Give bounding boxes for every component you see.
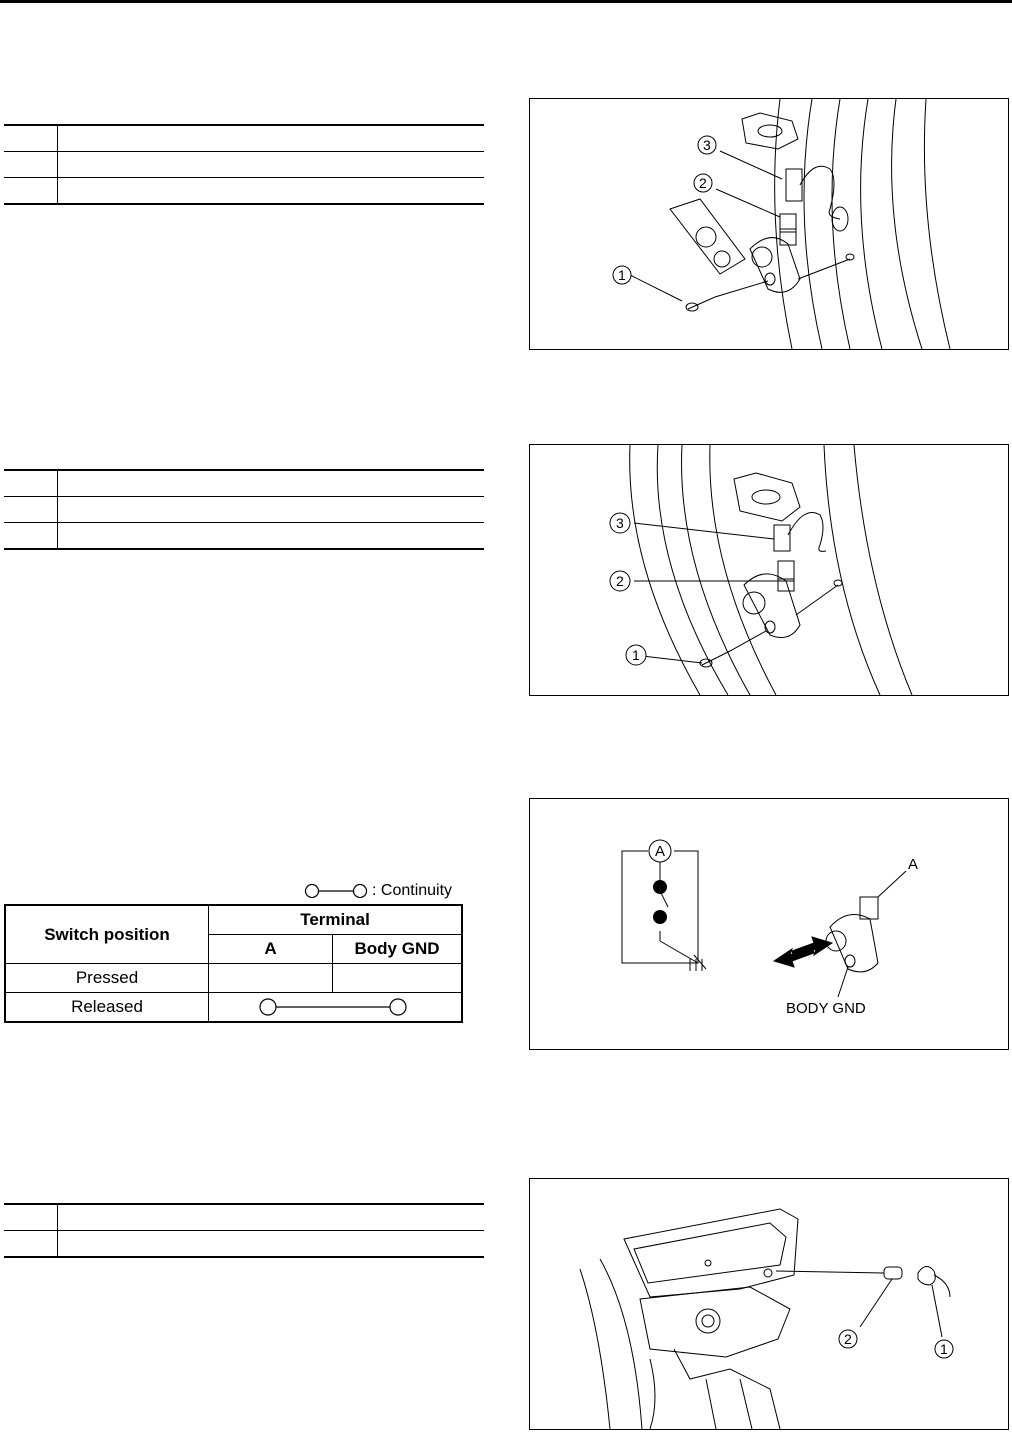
- table-row: [4, 497, 484, 523]
- door-switch-illustration-1: [530, 99, 1008, 349]
- header-body-gnd: Body GND: [333, 935, 463, 964]
- body-gnd-label: BODY GND: [786, 1000, 866, 1017]
- steps-table-2: [4, 469, 484, 550]
- continuity-mark: [209, 995, 461, 1019]
- callout-3: 3: [703, 137, 711, 153]
- header-terminal-a: A: [209, 935, 333, 964]
- top-rule: [0, 0, 1012, 3]
- table-row: [4, 1231, 484, 1258]
- terminal-a-label: A: [655, 843, 666, 860]
- figure-door-switch-removal: [529, 98, 1009, 350]
- figure-door-switch-installation: [529, 444, 1009, 696]
- callout-1: 1: [940, 1341, 948, 1357]
- callout-2: 2: [844, 1331, 852, 1347]
- callout-1: 1: [632, 647, 640, 663]
- table-row: [5, 993, 462, 1023]
- legend-text: : Continuity: [372, 882, 453, 899]
- header-switch-position: Switch position: [5, 905, 209, 964]
- inspection-table: [4, 904, 463, 1023]
- continuity-check-illustration: [530, 799, 1008, 1051]
- switch-assembly-illustration: [530, 1179, 1008, 1431]
- row-label-released: Released: [5, 993, 209, 1023]
- steps-table-1: [4, 124, 484, 205]
- steps-table-3: [4, 1203, 484, 1258]
- table-row: [4, 1204, 484, 1231]
- figure-continuity-check: [529, 798, 1009, 1050]
- table-row: [4, 523, 484, 550]
- row-label-pressed: Pressed: [5, 964, 209, 993]
- table-row: [4, 152, 484, 178]
- continuity-cell: [209, 993, 463, 1023]
- continuity-legend: [304, 881, 452, 901]
- callout-2: 2: [699, 175, 707, 191]
- connector-a-label: A: [908, 856, 919, 873]
- table-row: [4, 470, 484, 497]
- callout-1: 1: [618, 267, 626, 283]
- figure-switch-assembly: [529, 1178, 1009, 1430]
- table-row: [4, 125, 484, 152]
- table-row: [4, 178, 484, 205]
- callout-3: 3: [616, 515, 624, 531]
- callout-2: 2: [616, 573, 624, 589]
- door-switch-illustration-2: [530, 445, 1008, 695]
- continuity-symbol-icon: [304, 882, 368, 900]
- header-terminal: Terminal: [209, 905, 463, 935]
- table-row: [5, 964, 462, 993]
